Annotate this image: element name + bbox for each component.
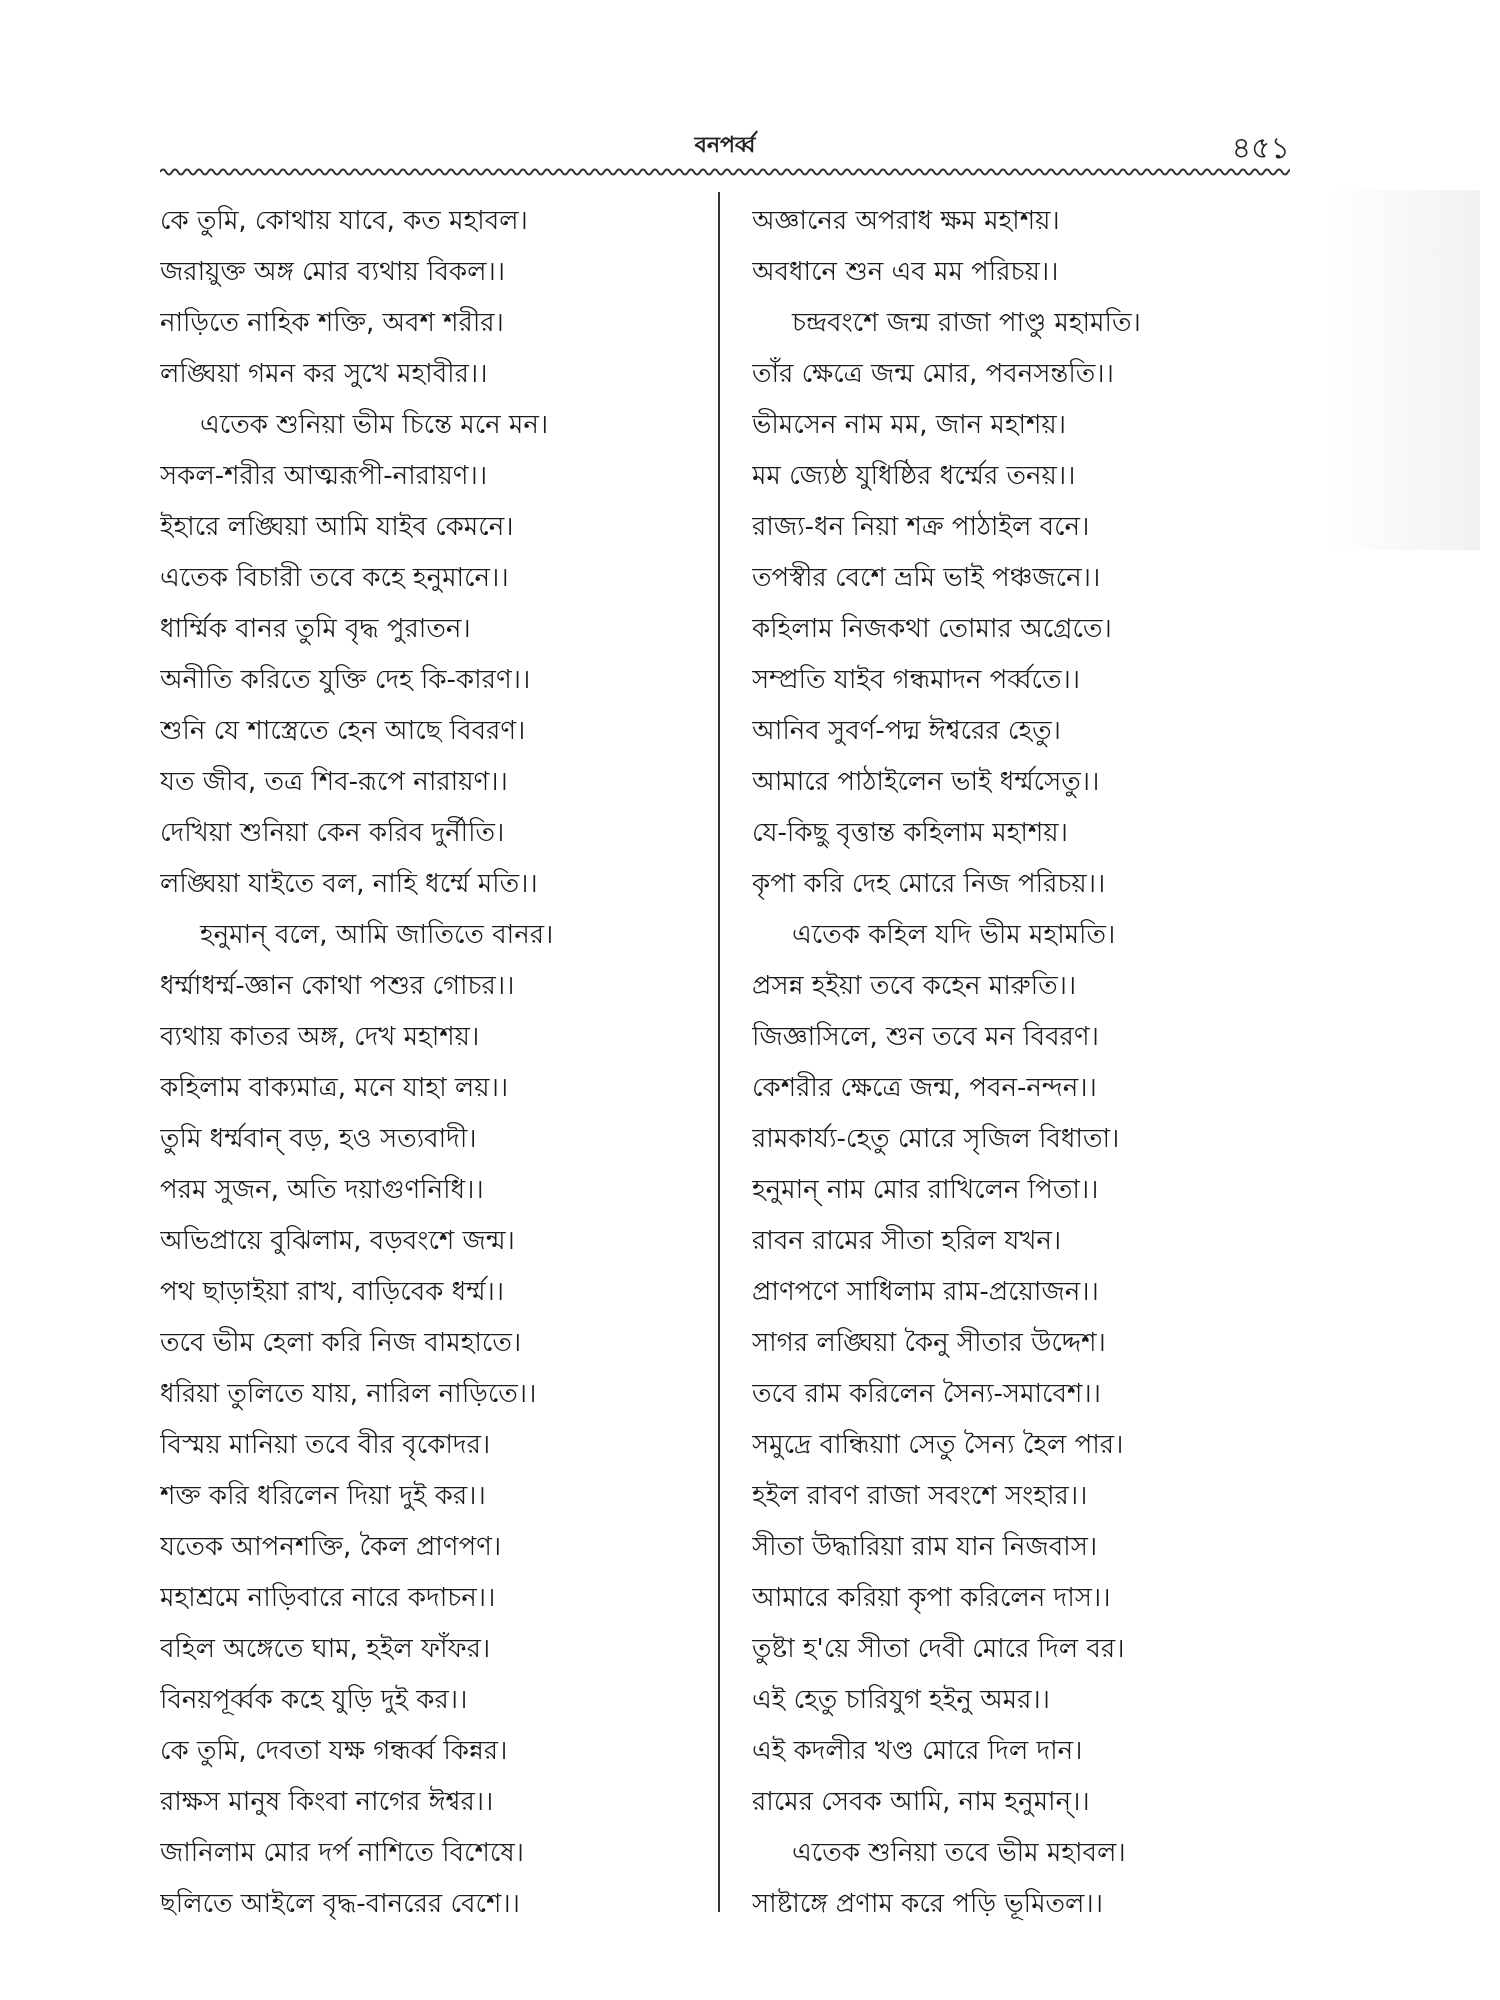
verse-line: তাঁর ক্ষেত্রে জন্ম মোর, পবনসন্ততি।। <box>752 359 1114 389</box>
verse-line: ধার্ম্মিক বানর তুমি বৃদ্ধ পুরাতন। <box>160 614 471 644</box>
verse-line: রামকার্য্য-হেতু মোরে সৃজিল বিধাতা। <box>752 1124 1120 1154</box>
running-title: বনপর্ব্ব <box>694 133 756 158</box>
verse-line: বিস্ময় মানিয়া তবে বীর বৃকোদর। <box>160 1430 491 1460</box>
verse-line: কে তুমি, দেবতা যক্ষ গন্ধর্ব্ব কিন্নর। <box>160 1736 508 1766</box>
verse-line: লঙ্ঘিয়া যাইতে বল, নাহি ধর্ম্মে মতি।। <box>160 869 538 899</box>
verse-line: ধরিয়া তুলিতে যায়, নারিল নাড়িতে।। <box>160 1379 537 1409</box>
verse-line: রামের সেবক আমি, নাম হনুমান্।। <box>752 1787 1090 1817</box>
verse-line: আনিব সুবর্ণ-পদ্ম ঈশ্বরের হেতু। <box>752 716 1061 746</box>
verse-line: অজ্ঞানের অপরাধ ক্ষম মহাশয়। <box>752 206 1060 236</box>
verse-line: মম জ্যেষ্ঠ যুধিষ্ঠির ধর্ম্মের তনয়।। <box>752 461 1076 491</box>
verse-line: এতেক শুনিয়া ভীম চিন্তে মনে মন। <box>200 410 549 440</box>
verse-line: সাষ্টাঙ্গে প্রণাম করে পড়ি ভূমিতল।। <box>752 1889 1104 1919</box>
verse-line: অভিপ্রায়ে বুঝিলাম, বড়বংশে জন্ম। <box>160 1226 515 1256</box>
verse-line: চন্দ্রবংশে জন্ম রাজা পাণ্ডু মহামতি। <box>792 308 1141 338</box>
verse-line: নাড়িতে নাহিক শক্তি, অবশ শরীর। <box>160 308 504 338</box>
verse-line: যতেক আপনশক্তি, কৈল প্রাণপণ। <box>160 1532 502 1562</box>
verse-line: আমারে করিয়া কৃপা করিলেন দাস।। <box>752 1583 1111 1613</box>
verse-line: সীতা উদ্ধারিয়া রাম যান নিজবাস। <box>752 1532 1098 1562</box>
verse-line: হনুমান্ বলে, আমি জাতিতে বানর। <box>200 920 554 950</box>
verse-line: সকল-শরীর আত্মরূপী-নারায়ণ।। <box>160 461 488 491</box>
verse-line: পথ ছাড়াইয়া রাখ, বাড়িবেক ধর্ম্ম।। <box>160 1277 505 1307</box>
verse-line: কৃপা করি দেহ মোরে নিজ পরিচয়।। <box>752 869 1106 899</box>
wavy-header-rule <box>160 166 1290 178</box>
verse-line: কে তুমি, কোথায় যাবে, কত মহাবল। <box>160 206 528 236</box>
verse-line: জানিলাম মোর দর্প নাশিতে বিশেষে। <box>160 1838 524 1868</box>
verse-line: সমুদ্রে বান্ধিয়াা সেতু সৈন্য হৈল পার। <box>752 1430 1124 1460</box>
verse-line: ভীমসেন নাম মম, জান মহাশয়। <box>752 410 1067 440</box>
verse-line: সম্প্রতি যাইব গন্ধমাদন পর্ব্বতে।। <box>752 665 1081 695</box>
verse-line: তুষ্টা হ'য়ে সীতা দেবী মোরে দিল বর। <box>752 1634 1125 1664</box>
verse-line: বিনয়পূর্ব্বক কহে যুড়ি দুই কর।। <box>160 1685 468 1715</box>
verse-line: আমারে পাঠাইলেন ভাই ধর্ম্মসেতু।। <box>752 767 1100 797</box>
verse-line: এতেক শুনিয়া তবে ভীম মহাবল। <box>792 1838 1126 1868</box>
right-column <box>752 196 1312 1930</box>
verse-line: প্রসন্ন হইয়া তবে কহেন মারুতি।। <box>752 971 1077 1001</box>
verse-line: জিজ্ঞাসিলে, শুন তবে মন বিবরণ। <box>752 1022 1099 1052</box>
verse-line: বহিল অঙ্গেতে ঘাম, হইল ফাঁফর। <box>160 1634 491 1664</box>
verse-line: কেশরীর ক্ষেত্রে জন্ম, পবন-নন্দন।। <box>752 1073 1097 1103</box>
verse-line: দেখিয়া শুনিয়া কেন করিব দুর্নীতি। <box>160 818 505 848</box>
verse-line: পরম সুজন, অতি দয়াগুণনিধি।। <box>160 1175 484 1205</box>
verse-line: সাগর লঙ্ঘিয়া কৈনু সীতার উদ্দেশ। <box>752 1328 1106 1358</box>
verse-line: এই কদলীর খণ্ড মোরে দিল দান। <box>752 1736 1083 1766</box>
verse-line: অনীতি করিতে যুক্তি দেহ কি-কারণ।। <box>160 665 531 695</box>
verse-line: ইহারে লঙ্ঘিয়া আমি যাইব কেমনে। <box>160 512 514 542</box>
verse-line: ছলিতে আইলে বৃদ্ধ-বানরের বেশে।। <box>160 1889 520 1919</box>
verse-line: অবধানে শুন এব মম পরিচয়।। <box>752 257 1059 287</box>
page-header <box>160 128 1290 164</box>
verse-line: যত জীব, তত্র শিব-রূপে নারায়ণ।। <box>160 767 508 797</box>
verse-line: তপস্বীর বেশে ভ্রমি ভাই পঞ্চজনে।। <box>752 563 1101 593</box>
column-divider <box>718 192 720 1912</box>
verse-line: এই হেতু চারিযুগ হইনু অমর।। <box>752 1685 1050 1715</box>
verse-line: মহাশ্রমে নাড়িবারে নারে কদাচন।। <box>160 1583 496 1613</box>
page-number: ৪৫১ <box>1231 131 1290 166</box>
verse-line: হনুমান্ নাম মোর রাখিলেন পিতা।। <box>752 1175 1099 1205</box>
verse-line: এতেক বিচারী তবে কহে হনুমানে।। <box>160 563 509 593</box>
verse-line: হইল রাবণ রাজা সবংশে সংহার।। <box>752 1481 1088 1511</box>
verse-line: রাবন রামের সীতা হরিল যখন। <box>752 1226 1062 1256</box>
verse-line: ব্যথায় কাতর অঙ্গ, দেখ মহাশয়। <box>160 1022 480 1052</box>
verse-line: কহিলাম বাক্যমাত্র, মনে যাহা লয়।। <box>160 1073 509 1103</box>
verse-line: শুনি যে শাস্ত্রেতে হেন আছে বিবরণ। <box>160 716 526 746</box>
verse-line: কহিলাম নিজকথা তোমার অগ্রেতে। <box>752 614 1112 644</box>
verse-line: রাক্ষস মানুষ কিংবা নাগের ঈশ্বর।। <box>160 1787 494 1817</box>
verse-line: তবে ভীম হেলা করি নিজ বামহাতে। <box>160 1328 522 1358</box>
verse-line: এতেক কহিল যদি ভীম মহামতি। <box>792 920 1116 950</box>
verse-line: জরায়ুক্ত অঙ্গ মোর ব্যথায় বিকল।। <box>160 257 506 287</box>
verse-line: প্রাণপণে সাধিলাম রাম-প্রয়োজন।। <box>752 1277 1099 1307</box>
verse-line: যে-কিছু বৃত্তান্ত কহিলাম মহাশয়। <box>752 818 1068 848</box>
verse-line: তবে রাম করিলেন সৈন্য-সমাবেশ।। <box>752 1379 1101 1409</box>
verse-line: ধর্ম্মাধর্ম্ম-জ্ঞান কোথা পশুর গোচর।। <box>160 971 515 1001</box>
verse-line: তুমি ধর্ম্মবান্ বড়, হও সত্যবাদী। <box>160 1124 477 1154</box>
verse-line: রাজ্য-ধন নিয়া শক্র পাঠাইল বনে। <box>752 512 1090 542</box>
left-column <box>160 196 700 1930</box>
show-through-shadow <box>1330 190 1480 550</box>
verse-line: শক্ত করি ধরিলেন দিয়া দুই কর।। <box>160 1481 486 1511</box>
verse-line: লঙ্ঘিয়া গমন কর সুখে মহাবীর।। <box>160 359 488 389</box>
